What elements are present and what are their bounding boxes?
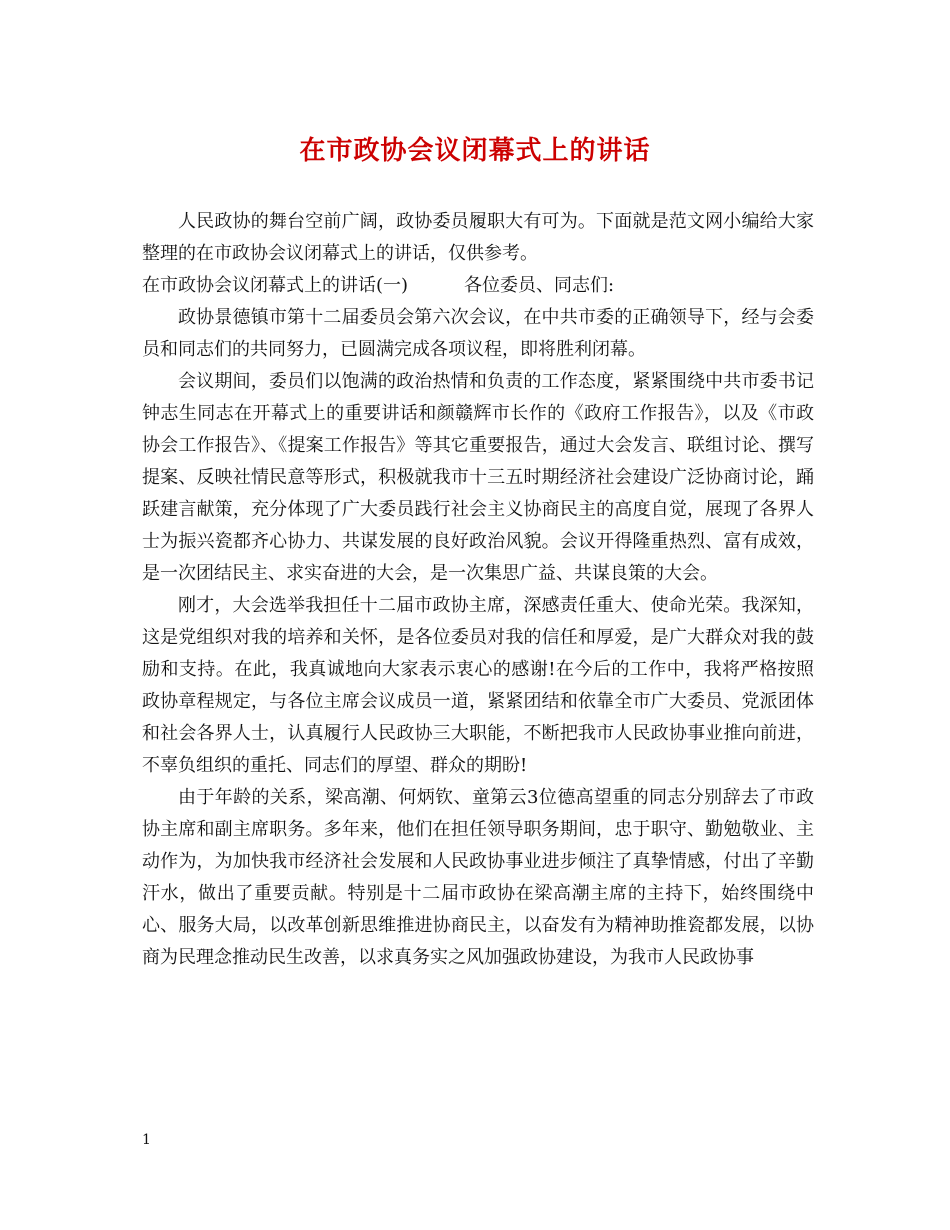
body-paragraph-3: 刚才，大会选举我担任十二届市政协主席，深感责任重大、使命光荣。我深知，这是党组织对我的培养和关怀，是各位委员对我的信任和厚爱，是广大群众对我的鼓励和支持。在此，我真诚地向大家表示衷心的感谢!在今后的工作中，我将严格按照政协章程规定，与各位主席会议成员一道，紧紧团结和依靠全市广大委员、党派团体和社会各界人士，认真履行人民政协三大职能，不断把我市人民政协事业推向前进，不辜负组织的重托、同志们的厚望、群众的期盼! (142, 595, 814, 776)
body-paragraph-1: 政协景德镇市第十二届委员会第六次会议，在中共市委的正确领导下，经与会委员和同志们的共同努力，已圆满完成各项议程，即将胜利闭幕。 (142, 307, 814, 360)
section-heading-line (142, 270, 814, 302)
page-title: 在市政协会议闭幕式上的讲话 (299, 136, 651, 166)
page-number: 1 (142, 1132, 151, 1148)
document-body (142, 206, 814, 974)
salutation: 各位委员、同志们: (464, 275, 615, 296)
body-paragraph-2: 会议期间，委员们以饱满的政治热情和负责的工作态度，紧紧围绕中共市委书记钟志生同志在开幕式上的重要讲话和颜赣辉市长作的《政府工作报告》，以及《市政协会工作报告》、《提案工作报告》等其它重要报告，通过大会发言、联组讨论、撰写提案、反映社情民意等形式，积极就我市十三五时期经济社会建设广泛协商讨论，踊跃建言献策，充分体现了广大委员践行社会主义协商民主的高度自觉，展现了各界人士为振兴瓷都齐心协力、共谋发展的良好政治风貌。会议开得隆重热烈、富有成效，是一次团结民主、求实奋进的大会，是一次集思广益、共谋良策的大会。 (142, 371, 814, 584)
intro-paragraph: 人民政协的舞台空前广阔，政协委员履职大有可为。下面就是范文网小编给大家整理的在市政协会议闭幕式上的讲话，仅供参考。 (142, 211, 814, 264)
section-heading: 在市政协会议闭幕式上的讲话(一) (142, 275, 409, 296)
body-paragraph-4: 由于年龄的关系，梁高潮、何炳钦、童第云3位德高望重的同志分别辞去了市政协主席和副主席职务。多年来，他们在担任领导职务期间，忠于职守、勤勉敬业、主动作为，为加快我市经济社会发展和人民政协事业进步倾注了真挚情感，付出了辛勤汗水，做出了重要贡献。特别是十二届市政协在梁高潮主席的主持下，始终围绕中心、服务大局，以改革创新思维推进协商民主，以奋发有为精神助推瓷都发展，以协商为民理念推动民生改善，以求真务实之风加强政协建设，为我市人民政协事 (142, 787, 814, 968)
